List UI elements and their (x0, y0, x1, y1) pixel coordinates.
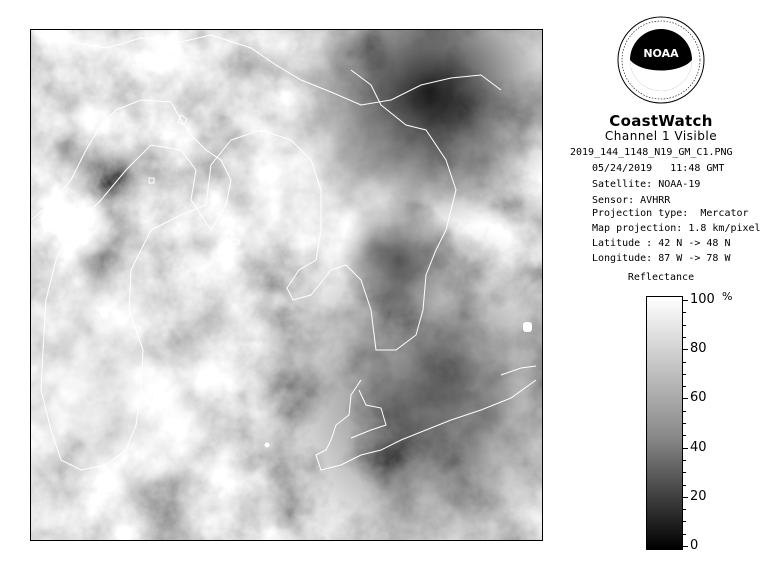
colorbar-tick-label: 80 (690, 341, 707, 356)
colorbar-unit: % (722, 290, 733, 303)
colorbar-minor-tick (683, 374, 686, 375)
logo-text: NOAA (643, 47, 679, 60)
latitude-range: Latitude : 42 N -> 48 N (592, 238, 731, 249)
colorbar-tick-label: 0 (690, 538, 699, 553)
colorbar-minor-tick (683, 423, 686, 424)
satellite-image (31, 30, 542, 540)
colorbar-minor-tick (683, 386, 686, 387)
colorbar-tick-label: 60 (690, 390, 707, 405)
colorbar-minor-tick (683, 472, 686, 473)
satellite-label: Satellite: NOAA-19 (592, 179, 701, 190)
noaa-logo (617, 16, 705, 104)
map-projection: Map projection: 1.8 km/pixel (592, 223, 761, 234)
colorbar-minor-tick (683, 534, 686, 535)
datetime: 05/24/2019 11:48 GMT (592, 163, 725, 174)
colorbar-tick-label: 100 (690, 292, 715, 307)
colorbar-title: Reflectance (627, 272, 695, 283)
colorbar-tick (683, 546, 688, 547)
longitude-range: Longitude: 87 W -> 78 W (592, 253, 731, 264)
colorbar-tick-label: 20 (690, 489, 707, 504)
colorbar-tick (683, 448, 688, 449)
filename: 2019_144_1148_N19_GM_C1.PNG (570, 147, 733, 158)
colorbar-minor-tick (683, 485, 686, 486)
colorbar-tick (683, 497, 688, 498)
colorbar-tick (683, 349, 688, 350)
colorbar-minor-tick (683, 325, 686, 326)
reflectance-colorbar (646, 296, 683, 550)
satellite-image-panel (30, 29, 543, 541)
colorbar-minor-tick (683, 337, 686, 338)
projection-type: Projection type: Mercator (592, 208, 749, 219)
colorbar-minor-tick (683, 362, 686, 363)
colorbar-minor-tick (683, 521, 686, 522)
sensor-label: Sensor: AVHRR (592, 195, 671, 206)
colorbar-minor-tick (683, 435, 686, 436)
colorbar-tick-label: 40 (690, 440, 707, 455)
channel-label: Channel 1 Visible (604, 129, 718, 143)
colorbar-minor-tick (683, 411, 686, 412)
colorbar-tick (683, 300, 688, 301)
colorbar-minor-tick (683, 312, 686, 313)
colorbar-tick (683, 398, 688, 399)
colorbar-minor-tick (683, 509, 686, 510)
app-title: CoastWatch (609, 112, 713, 130)
colorbar-minor-tick (683, 460, 686, 461)
